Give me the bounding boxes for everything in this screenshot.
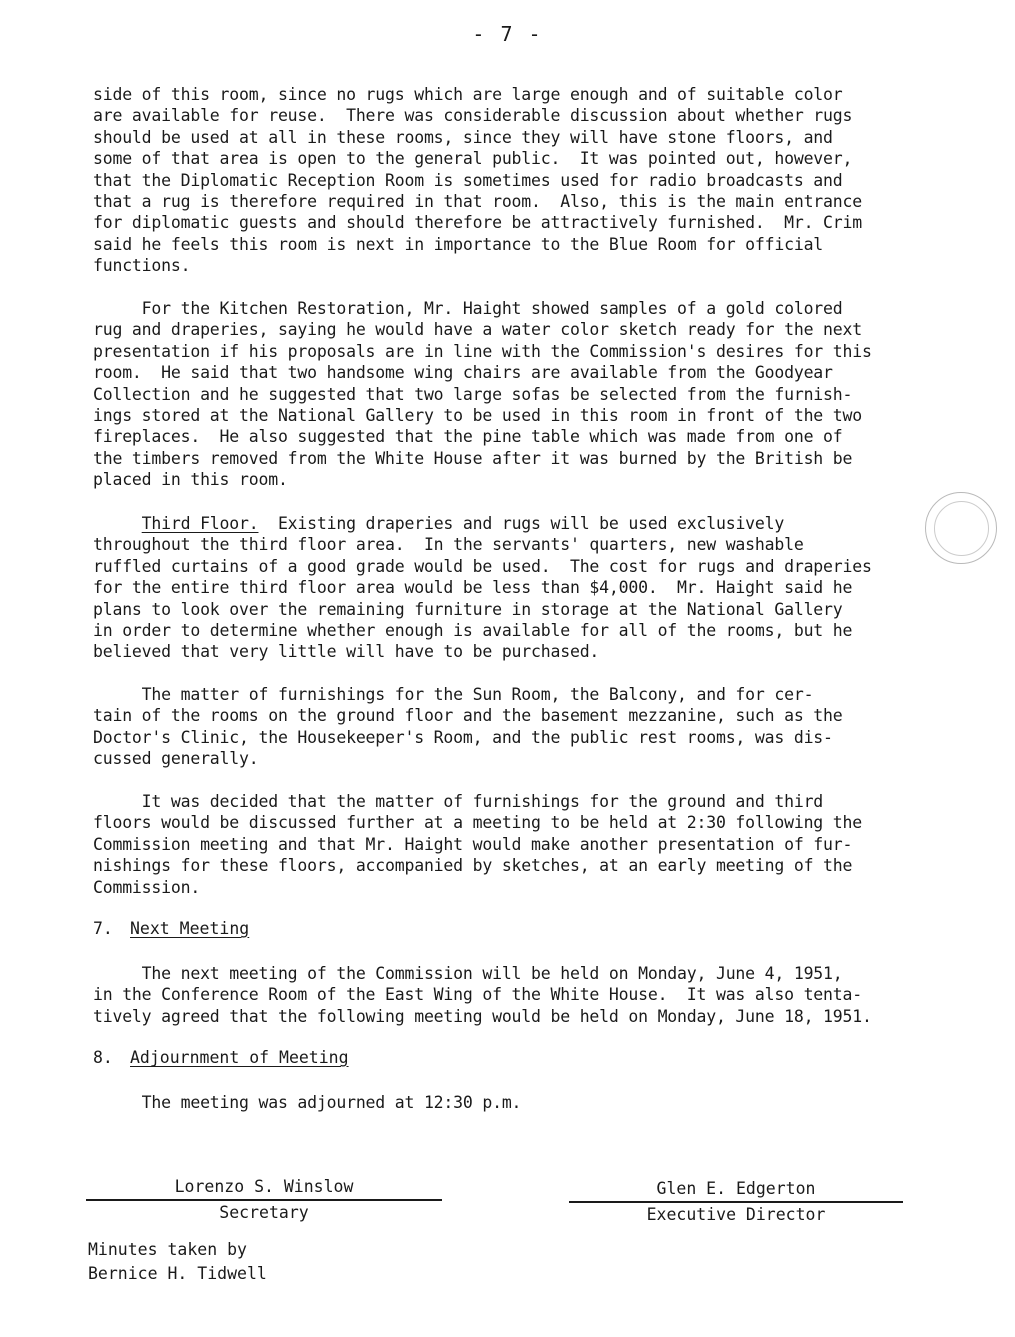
third-floor-body: throughout the third floor area. In the servants' quarters, new washable ruffled curtains of a good grade would be used. The cost for rugs and draperies for the entire third floor area would be less than $4,000. Mr. Haight said he plans to look over the remaining furniture in storage at the National Gallery in order to determine whether enough is available for all of the rooms, but he believed that very little will have to be purchased. [93, 535, 872, 662]
page-number: - 7 - [472, 22, 543, 46]
paragraph-sun-room: The matter of furnishings for the Sun Room, the Balcony, and for cer- tain of the rooms on the ground floor and the basement mezzanine, such as the Doctor's Clinic, the Housekeeper's Room, and the public rest rooms, was dis- cussed generally. [93, 685, 843, 769]
signature-line [86, 1199, 442, 1201]
paragraph-adjournment: The meeting was adjourned at 12:30 p.m. [93, 1093, 522, 1112]
paragraph-kitchen-restoration: For the Kitchen Restoration, Mr. Haight showed samples of a gold colored rug and draperies, saying he would have a water color sketch ready for the next presentation if his proposals are in line with the Commission's desires for this room. He said that two handsome wing chairs are available from the Goodyear Collection and he suggested that two large sofas be selected from the furnish- ings stored at the National Gallery to be used in this room in front of the two fireplaces. He also suggested that the pine table which was made from one of the timbers removed from the White House after it was burned by the British be placed in this room. [93, 299, 872, 490]
signature-block-executive-director [569, 1178, 903, 1226]
signature-line [569, 1201, 903, 1203]
signer-title: Secretary [219, 1203, 309, 1223]
signer-name: Lorenzo S. Winslow [174, 1177, 354, 1196]
section-title: Adjournment of Meeting [130, 1048, 349, 1067]
section-number: 7. [93, 919, 113, 938]
paragraph-ground-third-floors: It was decided that the matter of furnishings for the ground and third floors would be discussed further at a meeting to be held at 2:30 following the Commission meeting and that Mr. Haight would make another presentation of fur- nishings for these floors, accompanied by sketches, at an early meeting of the Commission. [93, 792, 862, 897]
section-heading-adjournment [93, 1047, 349, 1068]
paragraph-diplomatic-room: side of this room, since no rugs which are large enough and of suitable color are available for reuse. There was considerable discussion about whether rugs should be used at all in these rooms, since they will have stone floors, and some of that area is open to the general public. It was pointed out, however, that the Diplomatic Reception Room is sometimes used for radio broadcasts and that a rug is therefore required in that room. Also, this is the main entrance for diplomatic guests and should therefore be attractively furnished. Mr. Crim said he feels this room is next in importance to the Blue Room for official functions. [93, 85, 862, 276]
signature-block-secretary [86, 1176, 442, 1224]
third-floor-first-line: Existing draperies and rugs will be used exclusively [258, 514, 785, 533]
section-number: 8. [93, 1048, 113, 1067]
library-stamp-icon [925, 492, 997, 564]
section-heading-next-meeting [93, 918, 249, 939]
signer-title: Executive Director [646, 1205, 826, 1225]
paragraph-third-floor [93, 513, 953, 663]
section-title: Next Meeting [130, 919, 250, 938]
minutes-credit [88, 1238, 267, 1286]
minutes-taker: Bernice H. Tidwell [88, 1264, 267, 1283]
signer-name: Glen E. Edgerton [656, 1179, 816, 1198]
third-floor-heading: Third Floor. [141, 514, 259, 533]
minutes-label: Minutes taken by [88, 1240, 247, 1259]
paragraph-next-meeting: The next meeting of the Commission will be held on Monday, June 4, 1951, in the Conference Room of the East Wing of the White House. It was also tenta- tively agreed that the following meeting would be held on Monday, June 18, 1951. [93, 964, 872, 1026]
